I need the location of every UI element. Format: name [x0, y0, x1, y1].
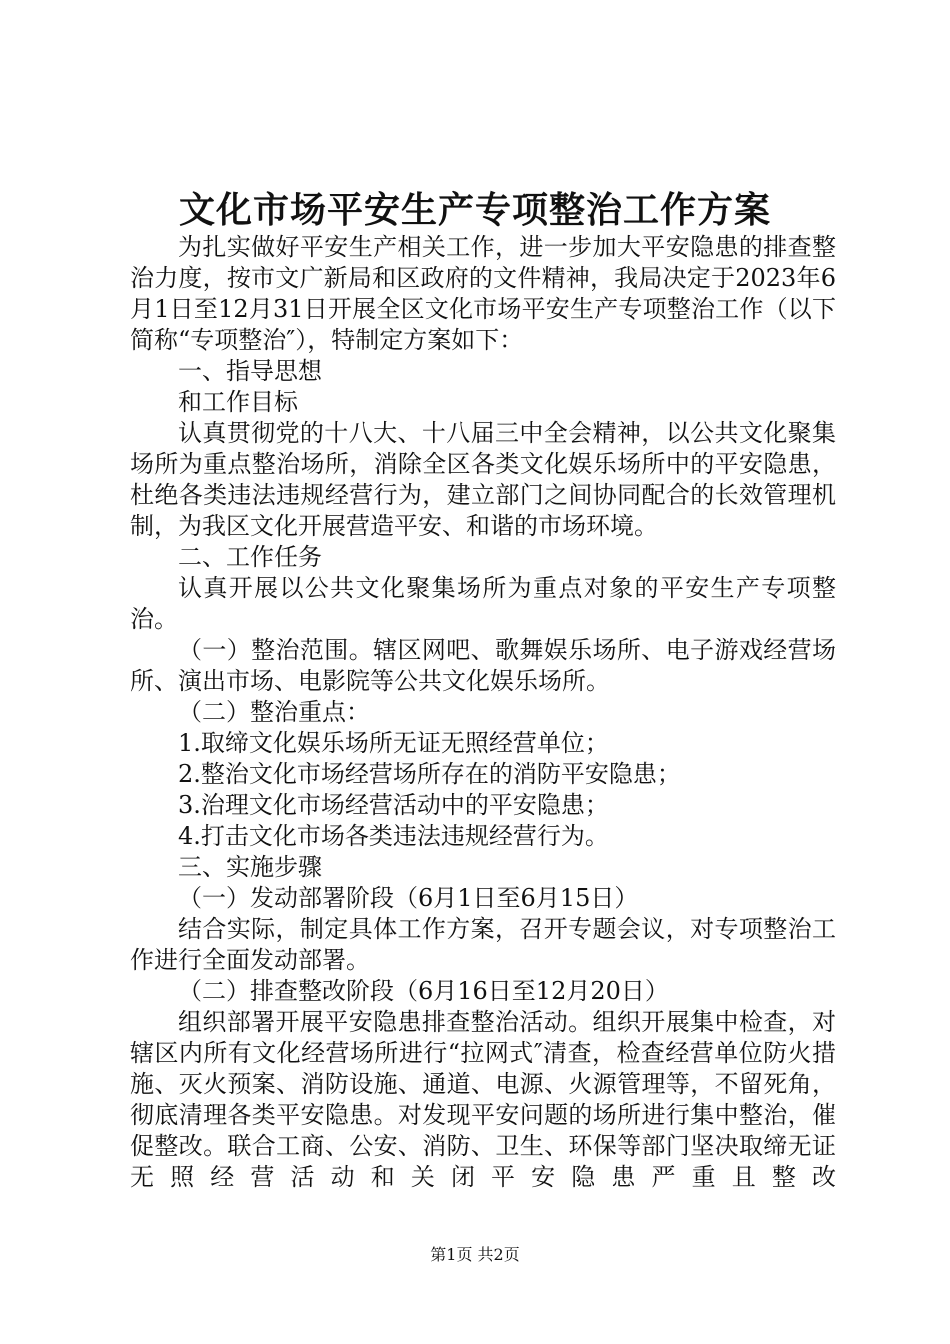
- heading-phase-2: （二）排查整改阶段（6月16日至12月20日）: [178, 977, 669, 1005]
- paragraph-tasks-content: 认真开展以公共文化聚集场所为重点对象的平安生产专项整治。: [130, 574, 836, 633]
- list-item-4: 4.打击文化市场各类违法违规经营行为。: [178, 822, 609, 850]
- list-item-1: 1.取缔文化娱乐场所无证无照经营单位；: [178, 729, 609, 757]
- heading-work-tasks: 二、工作任务: [178, 543, 322, 571]
- heading-guiding-thought: 一、指导思想: [178, 357, 322, 385]
- paragraph-phase-2: 组织部署开展平安隐患排查整治活动。组织开展集中检查，对辖区内所有文化经营场所进行“拉网式″清查，检查经营单位防火措施、灭火预案、消防设施、通道、电源、火源管理等，不留死角，彻底清理各类平安隐患。对发现平安问题的场所进行集中整治，催促整改。联合工商、公安、消防、卫生、环保等部门坚决取缔无证无照经营活动和关闭平安隐患严重且整改: [130, 1008, 836, 1191]
- document-body: [130, 232, 836, 1193]
- heading-phase-1: （一）发动部署阶段（6月1日至6月15日）: [178, 884, 639, 912]
- paragraph-guiding-content: 认真贯彻党的十八大、十八届三中全会精神，以公共文化聚集场所为重点整治场所，消除全区各类文化娱乐场所中的平安隐患，杜绝各类违法违规经营行为，建立部门之间协同配合的长效管理机制，为我区文化开展营造平安、和谐的市场环境。: [130, 419, 836, 540]
- paragraph-scope: （一）整治范围。辖区网吧、歌舞娱乐场所、电子游戏经营场所、演出市场、电影院等公共文化娱乐场所。: [130, 636, 836, 695]
- page-footer: 第1页 共2页: [430, 1245, 520, 1264]
- heading-key-points: （二）整治重点：: [178, 698, 370, 726]
- document-title: 文化市场平安生产专项整治工作方案: [178, 189, 771, 231]
- list-item-3: 3.治理文化市场经营活动中的平安隐患；: [178, 791, 609, 819]
- heading-work-goals: 和工作目标: [178, 388, 298, 416]
- paragraph-phase-1: 结合实际，制定具体工作方案，召开专题会议，对专项整治工作进行全面发动部署。: [130, 915, 836, 974]
- paragraph-intro: 为扎实做好平安生产相关工作，进一步加大平安隐患的排查整治力度，按市文广新局和区政府的文件精神，我局决定于2023年6月1日至12月31日开展全区文化市场平安生产专项整治工作（以下简称“专项整治″），特制定方案如下：: [130, 233, 836, 354]
- heading-implementation-steps: 三、实施步骤: [178, 853, 322, 881]
- list-item-2: 2.整治文化市场经营场所存在的消防平安隐患；: [178, 760, 681, 788]
